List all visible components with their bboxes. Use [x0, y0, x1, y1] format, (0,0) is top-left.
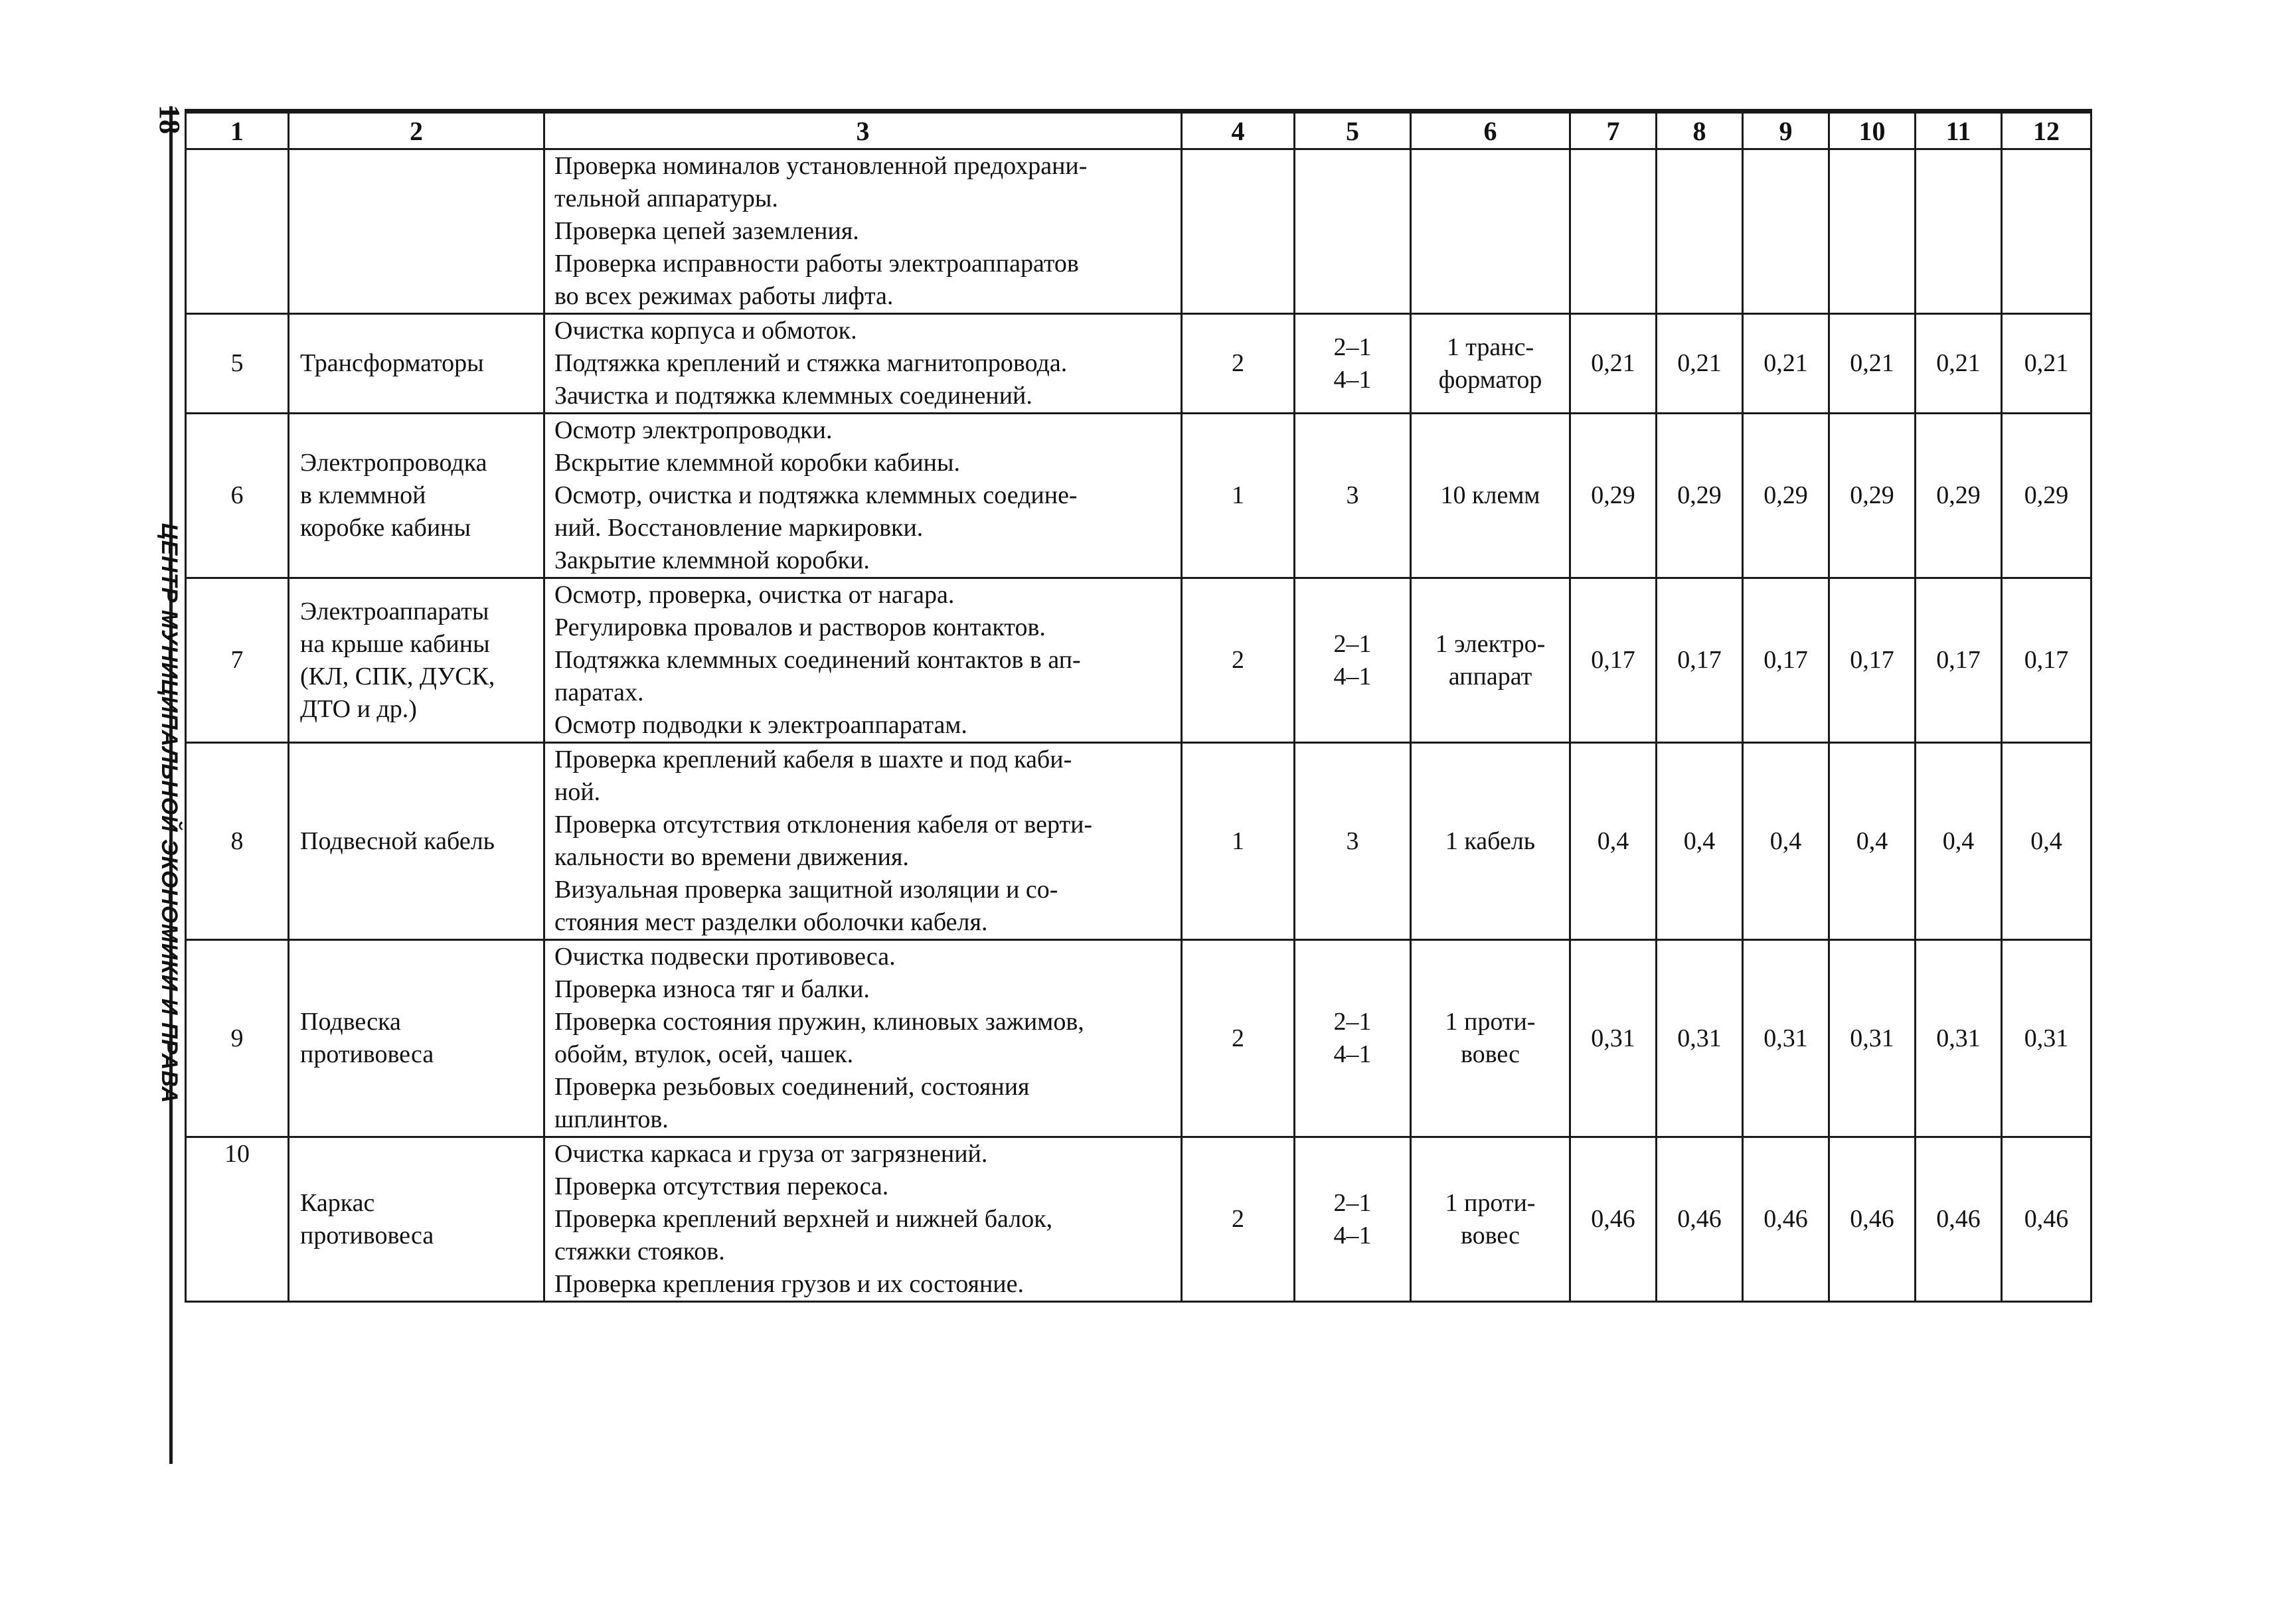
work-description-cell-line: Осмотр электропроводки. [554, 416, 833, 444]
category-cell [1182, 149, 1295, 314]
work-description-cell-line: Осмотр, очистка и подтяжка клеммных соедине- [554, 481, 1078, 509]
work-description-cell-line: тельной аппаратуры. [554, 185, 778, 212]
norm-value-cell: 0,17 [1916, 578, 2002, 743]
column-header: 9 [1743, 112, 1829, 149]
item-name-cell-line: на крыше кабины [300, 629, 490, 658]
unit-cell [1411, 578, 1570, 743]
norm-value-cell [1570, 149, 1657, 314]
norm-value-cell: 0,29 [1829, 414, 1916, 578]
table-body [186, 149, 2091, 1302]
code-cell [1295, 414, 1411, 578]
norm-value-cell: 0,21 [1657, 314, 1743, 414]
item-name-cell-line: Электропроводка [300, 449, 487, 477]
work-description-cell-line: Проверка отсутствия отклонения кабеля от верти- [554, 811, 1093, 839]
item-name-cell [289, 314, 544, 414]
norm-value-cell: 0,4 [1743, 743, 1829, 940]
item-name-cell-line: (КЛ, СПК, ДУСК, [300, 662, 495, 690]
row-number-cell: 9 [186, 940, 289, 1137]
column-header: 3 [544, 112, 1182, 149]
work-description-cell-line: Проверка резьбовых соединений, состояния [554, 1073, 1030, 1101]
work-description-cell-line: Подтяжка креплений и стяжка магнитопровода. [554, 349, 1068, 377]
unit-cell-line: 1 проти- [1445, 1188, 1536, 1217]
row-number-cell: 8 [186, 743, 289, 940]
norm-value-cell: 0,17 [1829, 578, 1916, 743]
work-description-cell-line: Вскрытие клеммной коробки кабины. [554, 449, 961, 477]
code-cell-line: 3 [1346, 827, 1359, 855]
item-name-cell [289, 578, 544, 743]
work-description-cell [544, 578, 1182, 743]
item-name-cell-line: в клеммной [300, 481, 426, 509]
unit-cell-line: вовес [1460, 1221, 1520, 1249]
code-cell [1295, 1137, 1411, 1302]
norm-value-cell [1657, 149, 1743, 314]
work-description-cell-line: Проверка креплений верхней и нижней балок, [554, 1205, 1053, 1233]
work-description-cell-line: Проверка номиналов установленной предохрани- [554, 152, 1088, 180]
watermark-text: ЦЕНТР МУНИЦИПАЛЬНОЙ ЭКОНОМИКИ И ПРАВА [157, 522, 182, 1104]
code-cell-line: 3 [1346, 481, 1359, 509]
code-cell-line: 2–1 [1333, 629, 1372, 658]
item-name-cell-line: Подвеска [300, 1008, 401, 1036]
code-cell-line: 4–1 [1333, 1221, 1372, 1249]
work-description-cell-line: ний. Восстановление маркировки. [554, 514, 924, 542]
category-cell: 2 [1182, 940, 1295, 1137]
unit-cell-line: вовес [1460, 1040, 1520, 1068]
work-description-cell-line: Проверка исправности работы электроаппаратов [554, 250, 1079, 278]
code-cell [1295, 314, 1411, 414]
unit-cell [1411, 414, 1570, 578]
column-header: 11 [1916, 112, 2002, 149]
item-name-cell [289, 940, 544, 1137]
category-cell: 1 [1182, 743, 1295, 940]
column-header: 8 [1657, 112, 1743, 149]
unit-cell [1411, 743, 1570, 940]
work-description-cell-line: Проверка креплений кабеля в шахте и под каби- [554, 746, 1072, 773]
norm-value-cell: 0,29 [1743, 414, 1829, 578]
row-number-cell: 5 [186, 314, 289, 414]
code-cell-line: 4–1 [1333, 662, 1372, 690]
work-description-cell [544, 414, 1182, 578]
unit-cell-line: аппарат [1448, 662, 1532, 690]
code-cell [1295, 149, 1411, 314]
item-name-cell-line: Электроаппараты [300, 597, 489, 625]
code-cell-line: 2–1 [1333, 1188, 1372, 1217]
work-description-cell-line: Очистка подвески противовеса. [554, 943, 896, 971]
column-header: 12 [2002, 112, 2091, 149]
row-number-cell: 6 [186, 414, 289, 578]
norm-value-cell: 0,21 [2002, 314, 2091, 414]
work-description-cell-line: Проверка отсутствия перекоса. [554, 1172, 889, 1200]
norm-value-cell: 0,29 [1570, 414, 1657, 578]
norm-value-cell: 0,17 [2002, 578, 2091, 743]
item-name-cell [289, 743, 544, 940]
item-name-cell-line: Подвесной кабель [300, 827, 495, 855]
norm-value-cell: 0,21 [1743, 314, 1829, 414]
item-name-cell-line: Трансформаторы [300, 349, 484, 377]
column-header: 5 [1295, 112, 1411, 149]
unit-cell [1411, 1137, 1570, 1302]
norm-value-cell [1829, 149, 1916, 314]
unit-cell-line: форматор [1438, 365, 1542, 394]
norm-value-cell: 0,31 [1570, 940, 1657, 1137]
norm-value-cell: 0,4 [2002, 743, 2091, 940]
norm-value-cell: 0,46 [1829, 1137, 1916, 1302]
norm-value-cell: 0,29 [2002, 414, 2091, 578]
category-cell: 1 [1182, 414, 1295, 578]
work-description-cell-line: Визуальная проверка защитной изоляции и со- [554, 876, 1058, 904]
work-description-cell-line: Зачистка и подтяжка клеммных соединений. [554, 382, 1032, 410]
work-description-cell [544, 743, 1182, 940]
work-description-cell-line: Проверка состояния пружин, клиновых зажимов, [554, 1008, 1084, 1036]
work-description-cell-line: кальности во времени движения. [554, 843, 909, 871]
column-header: 6 [1411, 112, 1570, 149]
norm-value-cell: 0,4 [1829, 743, 1916, 940]
item-name-cell-line: противовеса [300, 1040, 434, 1068]
column-header: 10 [1829, 112, 1916, 149]
table-row [186, 743, 2091, 940]
norm-value-cell: 0,31 [2002, 940, 2091, 1137]
item-name-cell-line: коробке кабины [300, 514, 471, 542]
work-description-cell [544, 940, 1182, 1137]
code-cell [1295, 940, 1411, 1137]
work-description-cell-line: стяжки стояков. [554, 1238, 725, 1265]
table-row [186, 314, 2091, 414]
norm-value-cell: 0,31 [1657, 940, 1743, 1137]
work-description-cell-line: Подтяжка клеммных соединений контактов в ап- [554, 646, 1081, 674]
work-description-cell [544, 314, 1182, 414]
unit-cell-line: 1 электро- [1435, 629, 1546, 658]
category-cell: 2 [1182, 1137, 1295, 1302]
table-row [186, 149, 2091, 314]
item-name-cell-line: противовеса [300, 1221, 434, 1249]
norm-value-cell: 0,17 [1743, 578, 1829, 743]
unit-cell-line: 10 клемм [1440, 481, 1540, 509]
work-description-cell-line: Закрытие клеммной коробки. [554, 546, 870, 574]
norm-value-cell [1916, 149, 2002, 314]
work-description-cell-line: стояния мест разделки оболочки кабеля. [554, 908, 988, 936]
norm-value-cell: 0,46 [2002, 1137, 2091, 1302]
norm-value-cell: 0,17 [1657, 578, 1743, 743]
header-row [186, 112, 2091, 149]
item-name-cell-line: Каркас [300, 1188, 375, 1217]
work-description-cell-line: ной. [554, 778, 601, 806]
page-number: 18 [153, 105, 186, 134]
row-number-cell: 7 [186, 578, 289, 743]
item-name-cell [289, 414, 544, 578]
norm-value-cell: 0,4 [1916, 743, 2002, 940]
work-description-cell-line: во всех режимах работы лифта. [554, 282, 894, 310]
unit-cell [1411, 149, 1570, 314]
work-description-cell-line: Проверка износа тяг и балки. [554, 975, 870, 1003]
norm-value-cell: 0,31 [1829, 940, 1916, 1137]
row-number-cell [186, 149, 289, 314]
work-description-cell-line: Проверка крепления грузов и их состояние. [554, 1270, 1024, 1298]
code-cell [1295, 743, 1411, 940]
norm-value-cell: 0,31 [1743, 940, 1829, 1137]
work-description-cell-line: Осмотр, проверка, очистка от нагара. [554, 581, 955, 609]
norm-value-cell: 0,21 [1916, 314, 2002, 414]
work-description-cell-line: Осмотр подводки к электроаппаратам. [554, 711, 967, 739]
norm-value-cell: 0,29 [1657, 414, 1743, 578]
category-cell: 2 [1182, 314, 1295, 414]
norm-value-cell: 0,4 [1570, 743, 1657, 940]
code-cell [1295, 578, 1411, 743]
code-cell-line: 4–1 [1333, 365, 1372, 394]
row-number-cell: 10 [186, 1137, 289, 1302]
item-name-cell [289, 1137, 544, 1302]
category-cell: 2 [1182, 578, 1295, 743]
unit-cell-line: 1 проти- [1445, 1008, 1536, 1036]
norm-value-cell: 0,46 [1570, 1137, 1657, 1302]
table-row [186, 414, 2091, 578]
norm-value-cell: 0,17 [1570, 578, 1657, 743]
norm-value-cell: 0,21 [1829, 314, 1916, 414]
work-description-cell-line: Проверка цепей заземления. [554, 217, 859, 245]
norm-value-cell: 0,21 [1570, 314, 1657, 414]
column-header: 2 [289, 112, 544, 149]
norms-table [185, 109, 2092, 1303]
code-cell-line: 2–1 [1333, 1008, 1372, 1036]
unit-cell-line: 1 кабель [1445, 827, 1536, 855]
table-row [186, 1137, 2091, 1302]
unit-cell-line: 1 транс- [1446, 333, 1534, 361]
column-header: 1 [186, 112, 289, 149]
norm-value-cell [1743, 149, 1829, 314]
item-name-cell-line: ДТО и др.) [300, 694, 417, 723]
work-description-cell-line: обойм, втулок, осей, чашек. [554, 1040, 854, 1068]
norm-value-cell: 0,4 [1657, 743, 1743, 940]
column-header: 4 [1182, 112, 1295, 149]
norm-value-cell: 0,29 [1916, 414, 2002, 578]
work-description-cell [544, 1137, 1182, 1302]
norm-value-cell: 0,31 [1916, 940, 2002, 1137]
table-row [186, 940, 2091, 1137]
column-header: 7 [1570, 112, 1657, 149]
norm-value-cell [2002, 149, 2091, 314]
norm-value-cell: 0,46 [1657, 1137, 1743, 1302]
work-description-cell-line: Регулировка провалов и растворов контактов. [554, 613, 1046, 641]
item-name-cell [289, 149, 544, 314]
code-cell-line: 2–1 [1333, 333, 1372, 361]
unit-cell [1411, 940, 1570, 1137]
norm-value-cell: 0,46 [1743, 1137, 1829, 1302]
work-description-cell-line: шплинтов. [554, 1105, 669, 1133]
work-description-cell-line: Очистка корпуса и обмоток. [554, 317, 857, 345]
norm-value-cell: 0,46 [1916, 1137, 2002, 1302]
unit-cell [1411, 314, 1570, 414]
work-description-cell-line: паратах. [554, 679, 644, 706]
table-row [186, 578, 2091, 743]
code-cell-line: 4–1 [1333, 1040, 1372, 1068]
work-description-cell [544, 149, 1182, 314]
work-description-cell-line: Очистка каркаса и груза от загрязнений. [554, 1140, 988, 1168]
